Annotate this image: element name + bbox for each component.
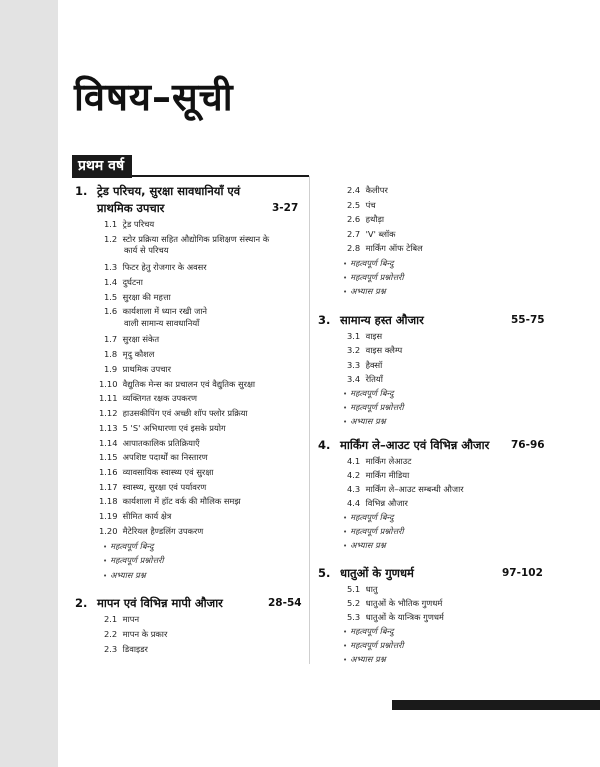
chapter-number: 1. bbox=[75, 184, 88, 198]
chapter-5-page-range: 97-102 bbox=[502, 567, 543, 579]
subtopic-item[interactable]: 3.2 वाइस क्लैम्प bbox=[347, 345, 403, 355]
extra-item[interactable]: • अभ्यास प्रश्न bbox=[343, 286, 386, 296]
subtopic-item[interactable]: 4.4 विभिन्न औजार bbox=[347, 498, 408, 508]
chapter-title-text: ट्रेड परिचय, सुरक्षा सावधानियाँ एवं bbox=[97, 184, 241, 198]
chapter-title-text: सामान्य हस्त औजार bbox=[340, 313, 424, 327]
subtopic-item[interactable]: 1.12 हाउसकीपिंग एवं अच्छी शॉप फ्लोर प्रक्रिया bbox=[99, 408, 248, 418]
bullet-icon: • bbox=[343, 656, 348, 664]
bullet-icon: • bbox=[343, 528, 348, 536]
chapter-number: 2. bbox=[75, 596, 88, 610]
subtopic-item[interactable]: 2.6 हथौड़ा bbox=[347, 214, 385, 224]
chapter-2-page-range: 28-54 bbox=[268, 597, 302, 609]
subtopic-item[interactable]: 1.16 व्यावसायिक स्वास्थ्य एवं सुरक्षा bbox=[99, 467, 214, 477]
subtopic-item[interactable]: 1.14 आपातकालिक प्रतिक्रियाएँ bbox=[99, 438, 200, 448]
subtopic-item[interactable]: 4.2 मार्किंग मीडिया bbox=[347, 470, 410, 480]
bullet-icon: • bbox=[343, 390, 348, 398]
subtopic-item[interactable]: 1.19 सीमित कार्य क्षेत्र bbox=[99, 511, 172, 521]
subtopic-item[interactable]: 1.18 कार्यशाला में हॉट वर्क की मौलिक समझ bbox=[99, 496, 241, 506]
subtopic-item[interactable]: 5.2 धातुओं के भौतिक गुणधर्म bbox=[347, 598, 443, 608]
chapter-4-page-range: 76-96 bbox=[511, 439, 545, 451]
extra-item[interactable]: • महत्वपूर्ण बिन्दु bbox=[343, 258, 394, 268]
extra-item[interactable]: • महत्वपूर्ण प्रश्नोत्तरी bbox=[343, 526, 404, 536]
year-label: प्रथम वर्ष bbox=[72, 155, 132, 178]
chapter-3-title[interactable] bbox=[318, 313, 424, 327]
extra-item[interactable]: • अभ्यास प्रश्न bbox=[343, 654, 386, 664]
chapter-title-text: धातुओं के गुणधर्म bbox=[340, 566, 414, 580]
chapter-number: 4. bbox=[318, 438, 331, 452]
chapter-1-title-line2[interactable]: प्राथमिक उपचार bbox=[97, 201, 165, 215]
left-margin-strip bbox=[0, 0, 58, 767]
bullet-icon: • bbox=[343, 288, 348, 296]
subtopic-item[interactable]: 1.20 मैटेरियल हैण्डलिंग उपकरण bbox=[99, 526, 204, 536]
extra-item[interactable]: • महत्वपूर्ण प्रश्नोत्तरी bbox=[343, 272, 404, 282]
extra-item[interactable]: • अभ्यास प्रश्न bbox=[343, 540, 386, 550]
bullet-icon: • bbox=[103, 557, 108, 565]
extra-item[interactable]: • महत्वपूर्ण बिन्दु bbox=[343, 388, 394, 398]
extra-item[interactable]: • महत्वपूर्ण बिन्दु bbox=[343, 512, 394, 522]
subtopic-item-continued: वाली सामान्य सावधानियाँ bbox=[124, 318, 200, 328]
subtopic-item[interactable]: 1.17 स्वास्थ्य, सुरक्षा एवं पर्यावरण bbox=[99, 482, 207, 492]
bullet-icon: • bbox=[343, 274, 348, 282]
bullet-icon: • bbox=[343, 260, 348, 268]
chapter-3-page-range: 55-75 bbox=[511, 314, 545, 326]
subtopic-item[interactable]: 1.10 वैद्युतिक मेन्स का प्रचालन एवं वैद्युतिक सुरक्षा bbox=[99, 379, 256, 389]
subtopic-item[interactable]: 2.3 डिवाइडर bbox=[104, 644, 148, 654]
bullet-icon: • bbox=[103, 572, 108, 580]
subtopic-item[interactable]: 5.1 धातु bbox=[347, 584, 378, 594]
extra-item[interactable]: • महत्वपूर्ण बिन्दु bbox=[103, 541, 154, 551]
bullet-icon: • bbox=[343, 514, 348, 522]
subtopic-item[interactable]: 2.4 कैलीपर bbox=[347, 185, 388, 195]
subtopic-item[interactable]: 1.2 स्टोर प्रक्रिया सहित औद्योगिक प्रशिक्षण संस्थान के bbox=[104, 234, 270, 244]
subtopic-item[interactable]: 4.1 मार्किंग लेआउट bbox=[347, 456, 412, 466]
extra-item[interactable]: • अभ्यास प्रश्न bbox=[343, 416, 386, 426]
chapter-title-text: मार्किंग ले–आउट एवं विभिन्न औजार bbox=[340, 438, 490, 452]
subtopic-item[interactable]: 1.9 प्राथमिक उपचार bbox=[104, 364, 172, 374]
subtopic-item[interactable]: 4.3 मार्किंग ले–आउट सम्बन्धी औजार bbox=[347, 484, 464, 494]
subtopic-item-continued: कार्य से परिचय bbox=[124, 245, 169, 255]
bullet-icon: • bbox=[343, 418, 348, 426]
subtopic-item[interactable]: 3.1 वाइस bbox=[347, 331, 383, 341]
subtopic-item[interactable]: 1.8 मृदु कौशल bbox=[104, 349, 155, 359]
column-divider bbox=[309, 176, 310, 664]
subtopic-item[interactable]: 5.3 धातुओं के यान्त्रिक गुणधर्म bbox=[347, 612, 444, 622]
bullet-icon: • bbox=[343, 542, 348, 550]
subtopic-item[interactable]: 1.3 फिटर हेतु रोजगार के अवसर bbox=[104, 262, 207, 272]
footer-bar bbox=[392, 700, 600, 710]
subtopic-item[interactable]: 2.7 'V' ब्लॉक bbox=[347, 229, 396, 239]
subtopic-item[interactable]: 1.5 सुरक्षा की महत्ता bbox=[104, 292, 171, 302]
chapter-1-page-range: 3-27 bbox=[272, 202, 299, 214]
extra-item[interactable]: • महत्वपूर्ण प्रश्नोत्तरी bbox=[103, 555, 164, 565]
chapter-number: 5. bbox=[318, 566, 331, 580]
subtopic-item[interactable]: 1.7 सुरक्षा संकेत bbox=[104, 334, 160, 344]
subtopic-item[interactable]: 1.6 कार्यशाला में ध्यान रखी जाने bbox=[104, 306, 207, 316]
page-title: विषय–सूची bbox=[74, 75, 234, 119]
bullet-icon: • bbox=[343, 642, 348, 650]
subtopic-item[interactable]: 2.1 मापन bbox=[104, 614, 140, 624]
chapter-2-title[interactable] bbox=[75, 596, 223, 610]
extra-item[interactable]: • महत्वपूर्ण प्रश्नोत्तरी bbox=[343, 640, 404, 650]
chapter-title-text: मापन एवं विभिन्न मापी औजार bbox=[97, 596, 223, 610]
bullet-icon: • bbox=[343, 404, 348, 412]
subtopic-item[interactable]: 2.5 पंच bbox=[347, 200, 376, 210]
subtopic-item[interactable]: 3.3 हैक्सॉ bbox=[347, 360, 383, 370]
chapter-5-title[interactable] bbox=[318, 566, 414, 580]
chapter-4-title[interactable] bbox=[318, 438, 489, 452]
subtopic-item[interactable]: 1.15 अपशिष्ट पदार्थों का निस्तारण bbox=[99, 452, 208, 462]
subtopic-item[interactable]: 2.2 मापन के प्रकार bbox=[104, 629, 168, 639]
year-divider bbox=[72, 175, 309, 177]
extra-item[interactable]: • अभ्यास प्रश्न bbox=[103, 570, 146, 580]
subtopic-item[interactable]: 2.8 मार्किंग ऑफ टेबिल bbox=[347, 243, 423, 253]
extra-item[interactable]: • महत्वपूर्ण प्रश्नोत्तरी bbox=[343, 402, 404, 412]
subtopic-item[interactable]: 1.13 5 'S' अभिधारणा एवं इसके प्रयोग bbox=[99, 423, 226, 433]
chapter-number: 3. bbox=[318, 313, 331, 327]
chapter-1-title[interactable] bbox=[75, 184, 240, 198]
bullet-icon: • bbox=[343, 628, 348, 636]
subtopic-item[interactable]: 1.11 व्यक्तिगत रक्षक उपकरण bbox=[99, 393, 198, 403]
subtopic-item[interactable]: 3.4 रेतियाँ bbox=[347, 374, 383, 384]
extra-item[interactable]: • महत्वपूर्ण बिन्दु bbox=[343, 626, 394, 636]
subtopic-item[interactable]: 1.1 ट्रेड परिचय bbox=[104, 219, 155, 229]
subtopic-item[interactable]: 1.4 दुर्घटना bbox=[104, 277, 143, 287]
bullet-icon: • bbox=[103, 543, 108, 551]
